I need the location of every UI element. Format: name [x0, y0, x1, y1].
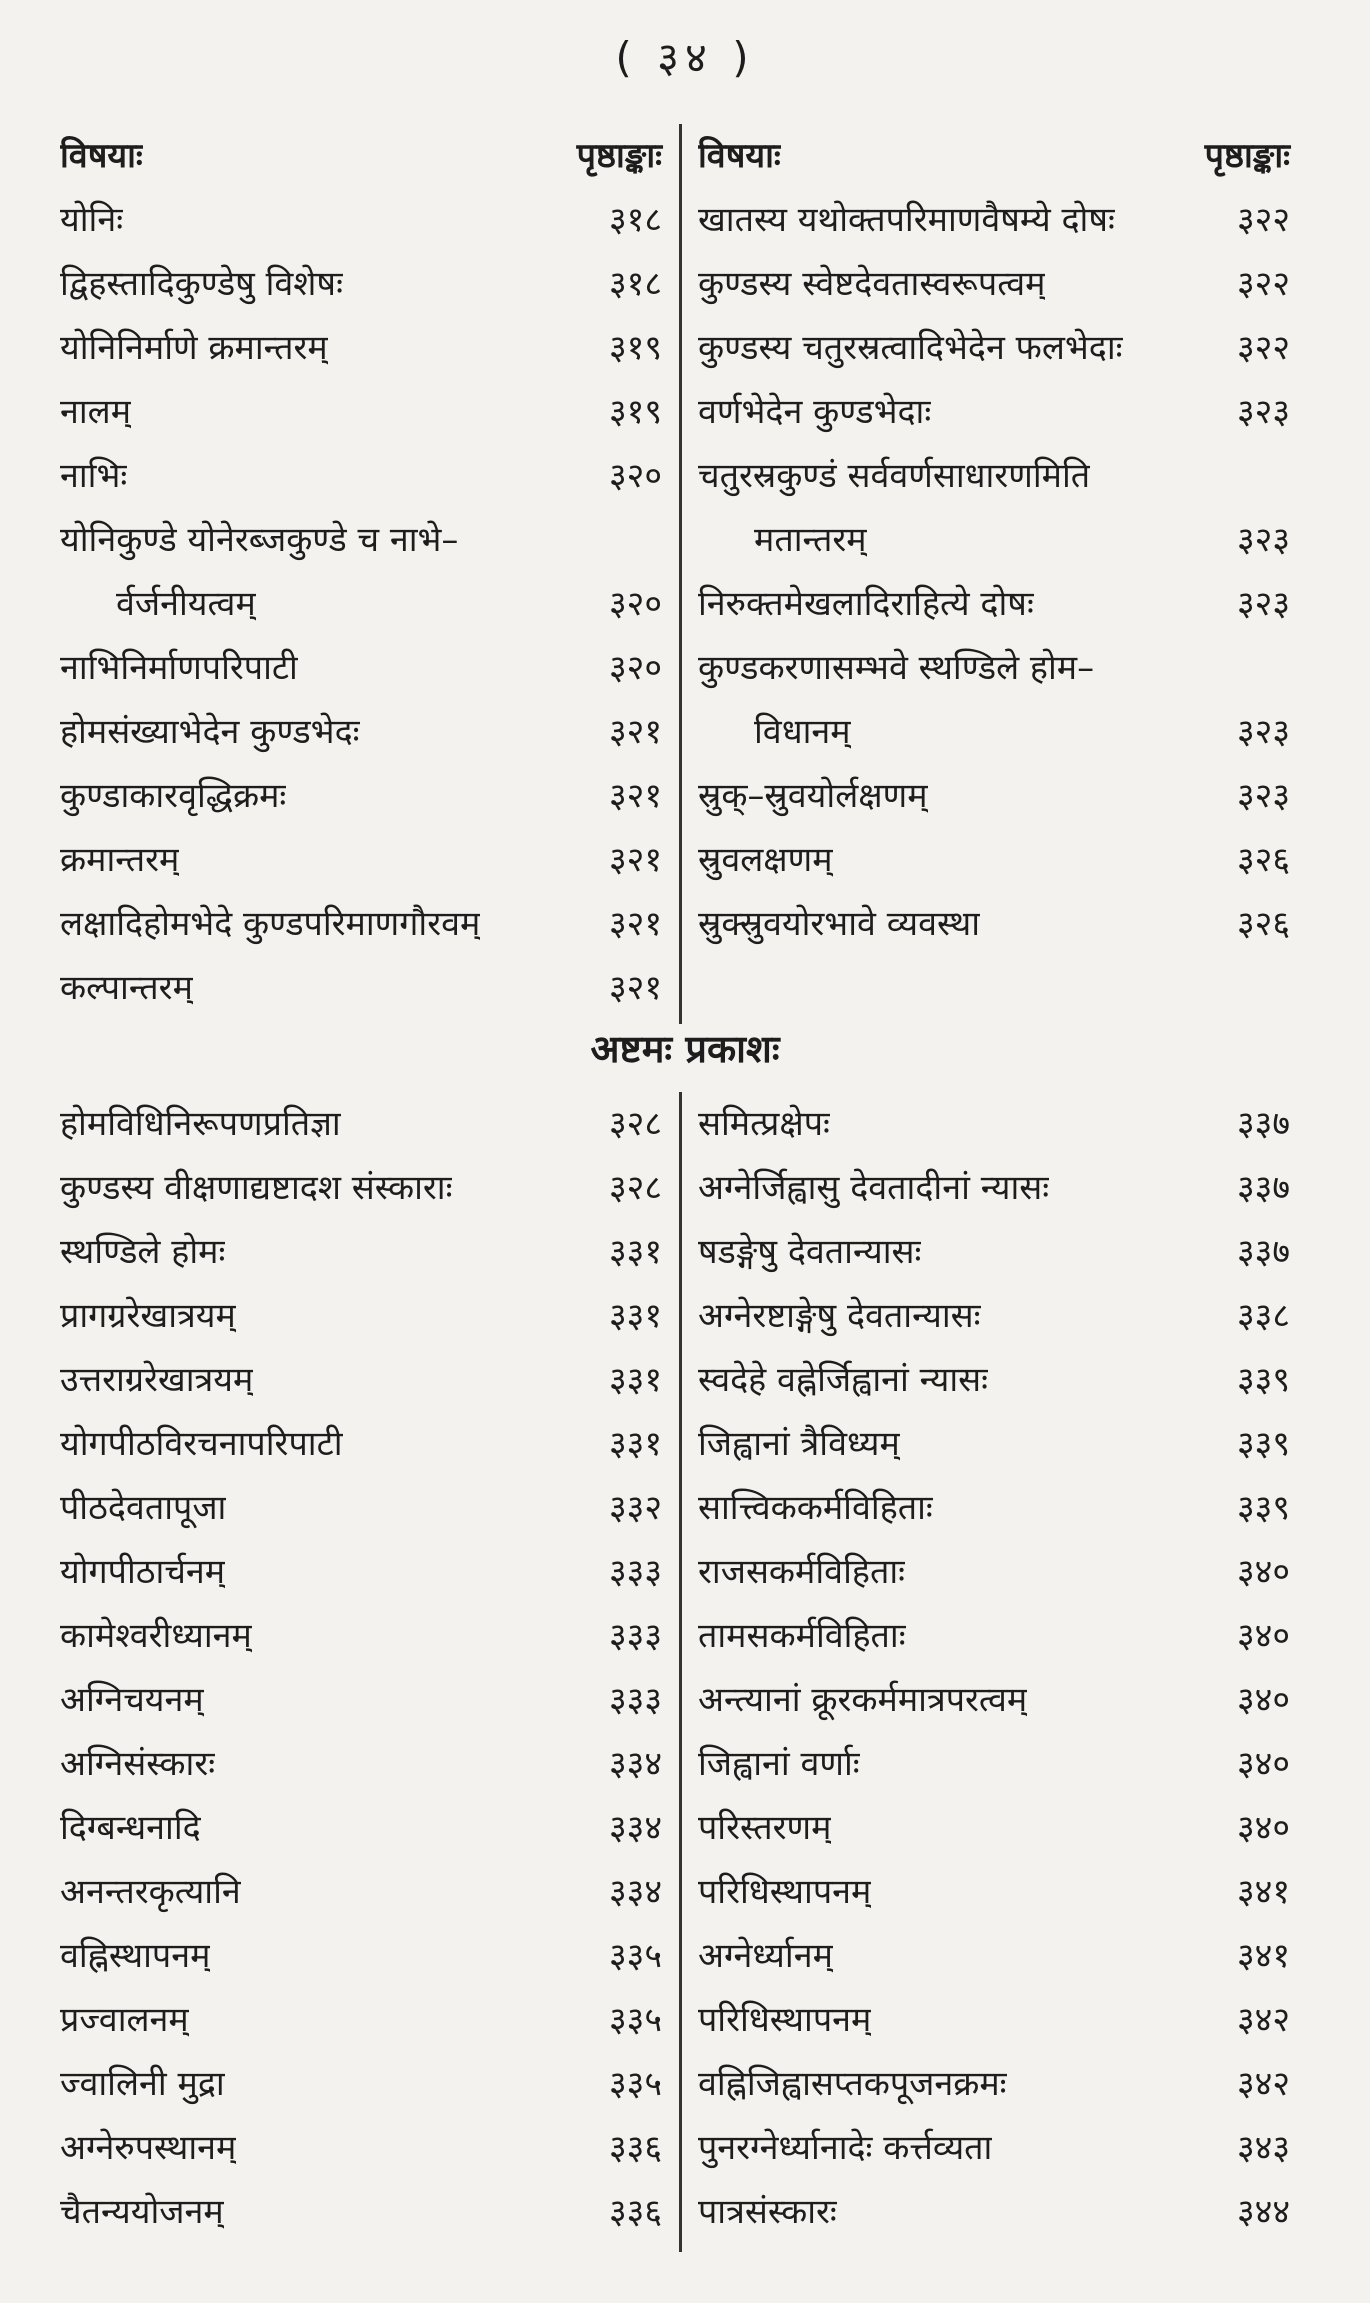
toc-entry — [698, 1348, 1290, 1412]
toc-entry — [698, 1156, 1290, 1220]
entry-page: ३३७ — [1236, 1232, 1290, 1272]
entry-page: ३४३ — [1236, 2128, 1290, 2168]
entry-title: परिधिस्थापनम् — [698, 1872, 872, 1912]
toc-entry — [60, 1604, 662, 1668]
entry-page: ३३९ — [1236, 1488, 1290, 1528]
column-header — [60, 124, 662, 188]
entry-title: अन्त्यानां क्रूरकर्ममात्रपरत्वम् — [698, 1680, 1028, 1720]
entry-title: निरुक्तमेखलादिराहित्ये दोषः — [698, 584, 1034, 624]
page-header: पृष्ठाङ्काः — [576, 136, 662, 176]
entry-title: चैतन्ययोजनम् — [60, 2192, 224, 2232]
entry-title: चतुरस्रकुण्डं सर्ववर्णसाधारणमिति — [698, 456, 1091, 496]
entry-page: ३३२ — [608, 1488, 662, 1528]
toc-entry — [60, 2052, 662, 2116]
entry-title: अग्नेरुपस्थानम् — [60, 2128, 237, 2168]
entry-title: लक्षादिहोमभेदे कुण्डपरिमाणगौरवम् — [60, 904, 481, 944]
entry-title: अनन्तरकृत्यानि — [60, 1872, 241, 1912]
entry-page: ३२० — [608, 648, 662, 688]
entry-title: परिधिस्थापनम् — [698, 2000, 872, 2040]
entry-title: तामसकर्मविहिताः — [698, 1616, 906, 1656]
left-column — [60, 1092, 662, 2244]
page-number: ( ३४ ) — [615, 33, 755, 82]
toc-entry — [698, 1732, 1290, 1796]
entry-title: योनिनिर्माणे क्रमान्तरम् — [60, 328, 328, 368]
toc-entry — [60, 188, 662, 252]
toc-entry — [698, 2052, 1290, 2116]
toc-entry — [60, 1860, 662, 1924]
entry-title: समित्प्रक्षेपः — [698, 1104, 830, 1144]
entry-page: ३४० — [1236, 1552, 1290, 1592]
toc-entry — [698, 700, 1290, 764]
entry-title: अग्नेर्जिह्वासु देवतादीनां न्यासः — [698, 1168, 1050, 1208]
entry-page: ३३४ — [608, 1744, 662, 1784]
entry-title: स्रुक्स्रुवयोरभावे व्यवस्था — [698, 904, 981, 944]
toc-entry — [698, 2116, 1290, 2180]
toc-entry — [60, 508, 662, 572]
toc-entry — [698, 1604, 1290, 1668]
entry-title: स्वदेहे वह्नेर्जिह्वानां न्यासः — [698, 1360, 989, 1400]
toc-entry — [60, 1924, 662, 1988]
right-column — [698, 1092, 1290, 2244]
subject-header: विषयाः — [698, 136, 781, 176]
toc-entry — [698, 2180, 1290, 2244]
toc-entry — [60, 1412, 662, 1476]
entry-title: खातस्य यथोक्तपरिमाणवैषम्ये दोषः — [698, 200, 1115, 240]
entry-page: ३४० — [1236, 1680, 1290, 1720]
right-column — [698, 124, 1290, 956]
toc-entry — [698, 1476, 1290, 1540]
toc-entry — [60, 1156, 662, 1220]
toc-entry — [698, 1284, 1290, 1348]
entry-page: ३३३ — [608, 1616, 662, 1656]
entry-title: योगपीठार्चनम् — [60, 1552, 226, 1592]
entry-page: ३४१ — [1236, 1872, 1290, 1912]
entry-title: पात्रसंस्कारः — [698, 2192, 837, 2232]
toc-entry — [60, 2116, 662, 2180]
entry-page: ३१८ — [608, 264, 662, 304]
toc-entry — [60, 1092, 662, 1156]
entry-page: ३२६ — [1236, 840, 1290, 880]
entry-title: योनिकुण्डे योनेरब्जकुण्डे च नाभे– — [60, 520, 459, 560]
toc-entry — [60, 1540, 662, 1604]
entry-page: ३३९ — [1236, 1424, 1290, 1464]
entry-page: ३२३ — [1236, 584, 1290, 624]
entry-page: ३३१ — [608, 1296, 662, 1336]
entry-title: कुण्डस्य वीक्षणाद्यष्टादश संस्काराः — [60, 1168, 453, 1208]
entry-page: ३४० — [1236, 1808, 1290, 1848]
toc-entry — [698, 1092, 1290, 1156]
toc-entry — [60, 700, 662, 764]
entry-title: कुण्डस्य स्वेष्टदेवतास्वरूपत्वम् — [698, 264, 1046, 304]
contents-part-2 — [0, 1092, 1370, 2252]
toc-entry — [60, 380, 662, 444]
entry-page: ३२१ — [608, 968, 662, 1008]
toc-entry — [698, 444, 1290, 508]
entry-page: ३२० — [608, 584, 662, 624]
toc-entry — [60, 1796, 662, 1860]
entry-page: ३२६ — [1236, 904, 1290, 944]
toc-entry — [60, 1220, 662, 1284]
entry-title: होमविधिनिरूपणप्रतिज्ञा — [60, 1104, 341, 1144]
toc-entry — [60, 1476, 662, 1540]
toc-entry — [698, 316, 1290, 380]
entry-page: ३३८ — [1236, 1296, 1290, 1336]
toc-entry — [698, 572, 1290, 636]
entry-title: प्रज्वालनम् — [60, 2000, 189, 2040]
entry-page: ३१९ — [608, 328, 662, 368]
entry-title: कुण्डस्य चतुरस्रत्वादिभेदेन फलभेदाः — [698, 328, 1123, 368]
entry-title: उत्तराग्ररेखात्रयम् — [60, 1360, 254, 1400]
toc-entry — [60, 1284, 662, 1348]
toc-entry — [60, 2180, 662, 2244]
entry-title: जिह्वानां त्रैविध्यम् — [698, 1424, 900, 1464]
entry-page: ३२१ — [608, 904, 662, 944]
toc-entry — [60, 444, 662, 508]
entry-page: ३३५ — [608, 1936, 662, 1976]
entry-title: दिग्बन्धनादि — [60, 1808, 201, 1848]
toc-entry — [698, 380, 1290, 444]
entry-page: ३२२ — [1236, 328, 1290, 368]
toc-entry — [60, 572, 662, 636]
entry-title: र्वर्जनीयत्वम् — [116, 584, 256, 624]
entry-page: ३२८ — [608, 1104, 662, 1144]
toc-entry — [698, 1988, 1290, 2052]
entry-page: ३३६ — [608, 2192, 662, 2232]
entry-title: नाभिः — [60, 456, 128, 496]
entry-page: ३२१ — [608, 776, 662, 816]
toc-entry — [698, 1924, 1290, 1988]
entry-page: ३१८ — [608, 200, 662, 240]
entry-title: योगपीठविरचनापरिपाटी — [60, 1424, 343, 1464]
entry-title: वह्निस्थापनम् — [60, 1936, 211, 1976]
entry-page: ३३७ — [1236, 1168, 1290, 1208]
section-heading: अष्टमः प्रकाशः — [590, 1027, 780, 1071]
entry-title: अग्नेर्ध्यानम् — [698, 1936, 833, 1976]
left-column — [60, 124, 662, 1020]
entry-title: राजसकर्मविहिताः — [698, 1552, 905, 1592]
toc-entry — [698, 636, 1290, 700]
entry-title: अग्नेरष्टाङ्गेषु देवतान्यासः — [698, 1296, 981, 1336]
toc-entry — [60, 1988, 662, 2052]
entry-title: होमसंख्याभेदेन कुण्डभेदः — [60, 712, 360, 752]
toc-entry — [698, 764, 1290, 828]
toc-entry — [60, 892, 662, 956]
entry-page: ३३५ — [608, 2064, 662, 2104]
entry-page: ३३६ — [608, 2128, 662, 2168]
entry-page: ३३१ — [608, 1360, 662, 1400]
entry-title: पुनरग्नेर्ध्यानादेः कर्त्तव्यता — [698, 2128, 993, 2168]
entry-page: ३४४ — [1236, 2192, 1290, 2232]
entry-page: ३४० — [1236, 1744, 1290, 1784]
toc-entry — [60, 1732, 662, 1796]
entry-page: ३२२ — [1236, 200, 1290, 240]
entry-title: नाभिनिर्माणपरिपाटी — [60, 648, 298, 688]
column-divider — [679, 1092, 682, 2252]
entry-title: प्रागग्ररेखात्रयम् — [60, 1296, 236, 1336]
entry-title: सात्त्विककर्मविहिताः — [698, 1488, 933, 1528]
entry-title: वर्णभेदेन कुण्डभेदाः — [698, 392, 932, 432]
toc-entry — [698, 1796, 1290, 1860]
toc-entry — [60, 764, 662, 828]
toc-entry — [698, 1860, 1290, 1924]
toc-entry — [60, 828, 662, 892]
entry-page: ३१९ — [608, 392, 662, 432]
entry-page: ३३३ — [608, 1680, 662, 1720]
toc-entry — [60, 316, 662, 380]
entry-page: ३४२ — [1236, 2064, 1290, 2104]
entry-page: ३४१ — [1236, 1936, 1290, 1976]
column-header — [698, 124, 1290, 188]
toc-entry — [60, 1668, 662, 1732]
entry-title: कामेश्वरीध्यानम् — [60, 1616, 252, 1656]
entry-title: स्थण्डिले होमः — [60, 1232, 226, 1272]
entry-page: ३३१ — [608, 1232, 662, 1272]
entry-title: पीठदेवतापूजा — [60, 1488, 227, 1528]
entry-page: ३२० — [608, 456, 662, 496]
column-divider — [679, 124, 682, 1024]
entry-page: ३३९ — [1236, 1360, 1290, 1400]
entry-title: विधानम् — [754, 712, 851, 752]
entry-title: जिह्वानां वर्णाः — [698, 1744, 860, 1784]
toc-entry — [60, 956, 662, 1020]
entry-page: ३३४ — [608, 1808, 662, 1848]
entry-title: नालम् — [60, 392, 132, 432]
entry-title: ज्वालिनी मुद्रा — [60, 2064, 225, 2104]
toc-entry — [60, 636, 662, 700]
entry-page: ३२१ — [608, 840, 662, 880]
toc-entry — [698, 1540, 1290, 1604]
toc-entry — [60, 252, 662, 316]
toc-entry — [698, 252, 1290, 316]
entry-title: योनिः — [60, 200, 124, 240]
toc-entry — [698, 1412, 1290, 1476]
page-header: पृष्ठाङ्काः — [1204, 136, 1290, 176]
toc-entry — [60, 1348, 662, 1412]
entry-page: ३२१ — [608, 712, 662, 752]
entry-page: ३३७ — [1236, 1104, 1290, 1144]
toc-entry — [698, 1220, 1290, 1284]
toc-entry — [698, 1668, 1290, 1732]
entry-page: ३४० — [1236, 1616, 1290, 1656]
entry-page: ३३५ — [608, 2000, 662, 2040]
entry-title: वह्निजिह्वासप्तकपूजनक्रमः — [698, 2064, 1007, 2104]
entry-page: ३२२ — [1236, 264, 1290, 304]
toc-entry — [698, 508, 1290, 572]
entry-title: स्रुवलक्षणम् — [698, 840, 833, 880]
contents-part-1 — [0, 124, 1370, 1024]
toc-entry — [698, 828, 1290, 892]
subject-header: विषयाः — [60, 136, 143, 176]
entry-title: क्रमान्तरम् — [60, 840, 180, 880]
entry-page: ३२३ — [1236, 392, 1290, 432]
toc-entry — [698, 188, 1290, 252]
entry-title: कुण्डकरणासम्भवे स्थण्डिले होम– — [698, 648, 1095, 688]
entry-title: कुण्डाकारवृद्धिक्रमः — [60, 776, 287, 816]
entry-title: अग्निचयनम् — [60, 1680, 204, 1720]
entry-page: ३४२ — [1236, 2000, 1290, 2040]
entry-title: षडङ्गेषु देवतान्यासः — [698, 1232, 922, 1272]
entry-title: कल्पान्तरम् — [60, 968, 193, 1008]
entry-title: परिस्तरणम् — [698, 1808, 832, 1848]
entry-page: ३३४ — [608, 1872, 662, 1912]
toc-entry — [698, 892, 1290, 956]
entry-page: ३२३ — [1236, 712, 1290, 752]
entry-page: ३२८ — [608, 1168, 662, 1208]
entry-page: ३२३ — [1236, 520, 1290, 560]
entry-title: स्रुक्–स्रुवयोर्लक्षणम् — [698, 776, 928, 816]
entry-title: मतान्तरम् — [754, 520, 867, 560]
entry-page: ३३१ — [608, 1424, 662, 1464]
entry-title: अग्निसंस्कारः — [60, 1744, 216, 1784]
entry-title: द्विहस्तादिकुण्डेषु विशेषः — [60, 264, 343, 304]
entry-page: ३३३ — [608, 1552, 662, 1592]
entry-page: ३२३ — [1236, 776, 1290, 816]
